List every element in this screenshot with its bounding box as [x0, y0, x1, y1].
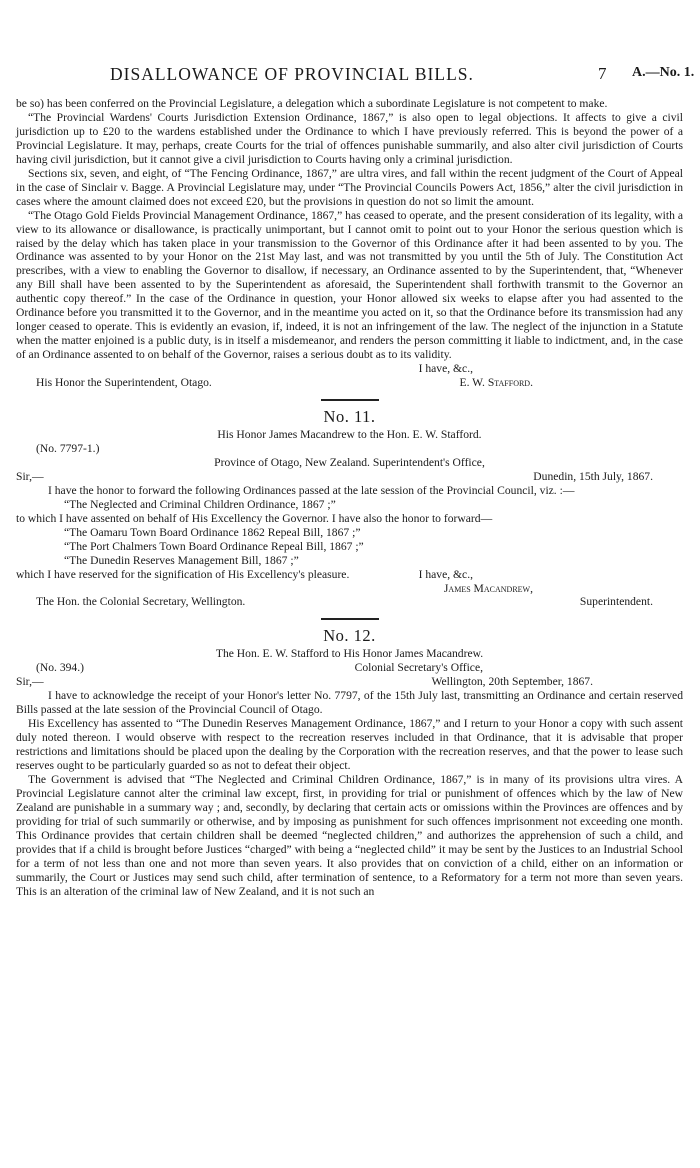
section-divider	[321, 399, 379, 401]
intro-paragraph-4: “The Otago Gold Fields Provincial Management Ordinance, 1867,” has ceased to operate, and the present consideration of its legality, with a view to its allowance or disallowance, is practically unimportant, but I cannot omit to point out to your Honor the serious question which is raised by the delay which has taken place in your transmission to the Governor of this Ordinance after it had been assented to by you. The Ordinance was assented to by your Honor on the 21st May last, and was not transmitted by you until the 5th of July. The Constitution Act prescribes, with a view to enabling the Governor to disallow, if necessary, an Ordinance assented to by the Superintendent, that, “Whenever any Bill shall have been assented to by the Superintendent as aforesaid, the Superintendent shall forthwith transmit to the Governor an authentic copy thereof.” In the case of the Ordinance in question, your Honor allowed six weeks to elapse after you had assented to the Ordinance before you transmitted it to the Governor, and in the meantime you acted on it, so that the Ordinance before its transmission had any longer ceased to operate. This is evidently an evasion, if, indeed, it is not an infringement of the law. The neglect of the injunction in a Statute when the matter enjoined is a public duty, is in itself a misdemeanor, and renders the person committing it liable to indictment, and, in the case of an Ordinance assented to on behalf of the Governor, raises a serious doubt as to its validity.	[16, 208, 683, 362]
intro-signature-row	[16, 376, 683, 390]
letter-11-heading: No. 11.	[323, 407, 376, 427]
list-item: “The Port Chalmers Town Board Ordinance Repeal Bill, 1867 ;”	[64, 539, 364, 553]
letter-11-date: Dunedin, 15th July, 1867.	[533, 469, 653, 483]
letter-11-salutation-row	[16, 470, 683, 484]
letter-12-paragraph-1: I have to acknowledge the receipt of your Honor's letter No. 7797, of the 15th July last, transmitting an Ordinance and certain reserved Bills passed at the late session of the Provincial Council of Otago.	[16, 689, 683, 717]
letter-11-closing-row	[16, 568, 683, 582]
intro-paragraph-1: be so) has been conferred on the Provincial Legislature, a delegation which a subordinate Legislature is not competent to make.	[16, 97, 608, 110]
letter-12-heading: No. 12.	[323, 626, 376, 646]
list-item: “The Dunedin Reserves Management Bill, 1867 ;”	[64, 553, 299, 567]
letter-11-closing: I have, &c.,	[418, 567, 473, 581]
letter-11-subheading: His Honor James Macandrew to the Hon. E. W. Stafford.	[217, 428, 482, 442]
document-reference: A.—No. 1.	[632, 65, 695, 80]
page-header	[0, 64, 700, 86]
running-title: DISALLOWANCE OF PROVINCIAL BILLS.	[110, 64, 474, 84]
intro-signature: E. W. Stafford.	[459, 376, 533, 390]
letter-11-addressee: The Hon. the Colonial Secretary, Wellington.	[36, 595, 246, 609]
letter-11-signature: James Macandrew,	[443, 581, 533, 595]
letter-12-paragraph-3: The Government is advised that “The Neglected and Criminal Children Ordinance, 1867,” is in many of its provisions ultra vires. A Provincial Legislature cannot alter the criminal law except, first, in providing for trial or punishment of offences which by the law of New Zealand are punishable in a summary way ; and, secondly, by declaring that certain acts or omissions within the Provinces are offences and by providing for trial of such summarily or otherwise, and by imposing as punishment for such offences imprisonment not exceeding one month. This Ordinance provides that certain children shall be deemed “neglected children,” and authorizes the apprehension of such a child, and provides that if a child is brought before Justices “charged” with being a “neglected child” it may be sent by the Justices to an Industrial School for a term of not less than one and not more than seven years. It also provides that on conviction of a child, either on an information or summarily, the Court or Justices may send such child, after termination of sentence, to a Reformatory for a term not more than seven years. This is an alteration of the criminal law of New Zealand, and it is not such an	[16, 772, 683, 898]
document-body	[16, 97, 683, 899]
list-item: “The Oamaru Town Board Ordinance 1862 Repeal Bill, 1867 ;”	[64, 525, 361, 539]
letter-11-place: Province of Otago, New Zealand. Superintendent's Office,	[214, 455, 485, 469]
letter-12-ref-row	[16, 661, 683, 675]
letter-12-ref: (No. 394.)	[36, 661, 84, 675]
letter-12-salutation-row	[16, 675, 683, 689]
letter-12-subheading: The Hon. E. W. Stafford to His Honor James Macandrew.	[215, 647, 484, 661]
intro-paragraph-3: Sections six, seven, and eight, of “The Fencing Ordinance, 1867,” are ultra vires, and fall within the recent judgment of the Court of Appeal in the case of Sinclair v. Bagge. A Provincial Legislature may, under “The Provincial Councils Powers Act, 1856,” alter the civil jurisdiction in cases where the amount claimed does not exceed £20, but the provisions in question do not so limit the amount.	[16, 166, 683, 208]
letter-11-addressee-row	[16, 595, 683, 609]
letter-11-ordinance: “The Neglected and Criminal Children Ordinance, 1867 ;”	[64, 497, 336, 511]
letter-11-paragraph-2: to which I have assented on behalf of His Excellency the Governor. I have also the honor to forward—	[16, 511, 493, 525]
letter-12-paragraph-2: His Excellency has assented to “The Dunedin Reserves Management Ordinance, 1867,” and I return to your Honor a copy with such assent duly noted thereon. I would observe with respect to the recreation reserves included in that Ordinance, that it is advisable that proper restrictions and limitations should be placed upon the dealing by the Corporation with the recreation reserves, and that the power to lease such reserves ought to be particularly guarded so as not to defeat their object.	[16, 717, 683, 773]
letter-12-date: Wellington, 20th September, 1867.	[431, 675, 593, 689]
letter-11-paragraph-3: which I have reserved for the signification of His Excellency's pleasure.	[16, 567, 350, 581]
letter-12-office: Colonial Secretary's Office,	[354, 661, 483, 675]
intro-paragraph-2: “The Provincial Wardens' Courts Jurisdiction Extension Ordinance, 1867,” is also open to legal objections. It affects to give a civil jurisdiction up to £20 to the wardens established under the Ordinance to which I have previously referred. This is beyond the power of a Provincial Legislature. It may, perhaps, create Courts for the trial of offences punishable summarily, and also alter civil jurisdiction of Courts having civil jurisdiction, but it cannot give a civil jurisdiction to Courts having only a criminal jurisdiction.	[16, 110, 683, 166]
letter-11-salutation: Sir,—	[16, 469, 44, 483]
letter-11-ref: (No. 7797-1.)	[36, 441, 100, 455]
page-number: 7	[598, 64, 607, 83]
letter-11-paragraph-1: I have the honor to forward the following Ordinances passed at the late session of the Provincial Council, viz. :—	[48, 483, 575, 497]
section-divider	[321, 618, 379, 620]
letter-12-salutation: Sir,—	[16, 675, 44, 689]
intro-closing: I have, &c.,	[418, 362, 473, 376]
intro-addressee: His Honor the Superintendent, Otago.	[36, 376, 212, 390]
letter-11-signature-title: Superintendent.	[579, 595, 653, 609]
